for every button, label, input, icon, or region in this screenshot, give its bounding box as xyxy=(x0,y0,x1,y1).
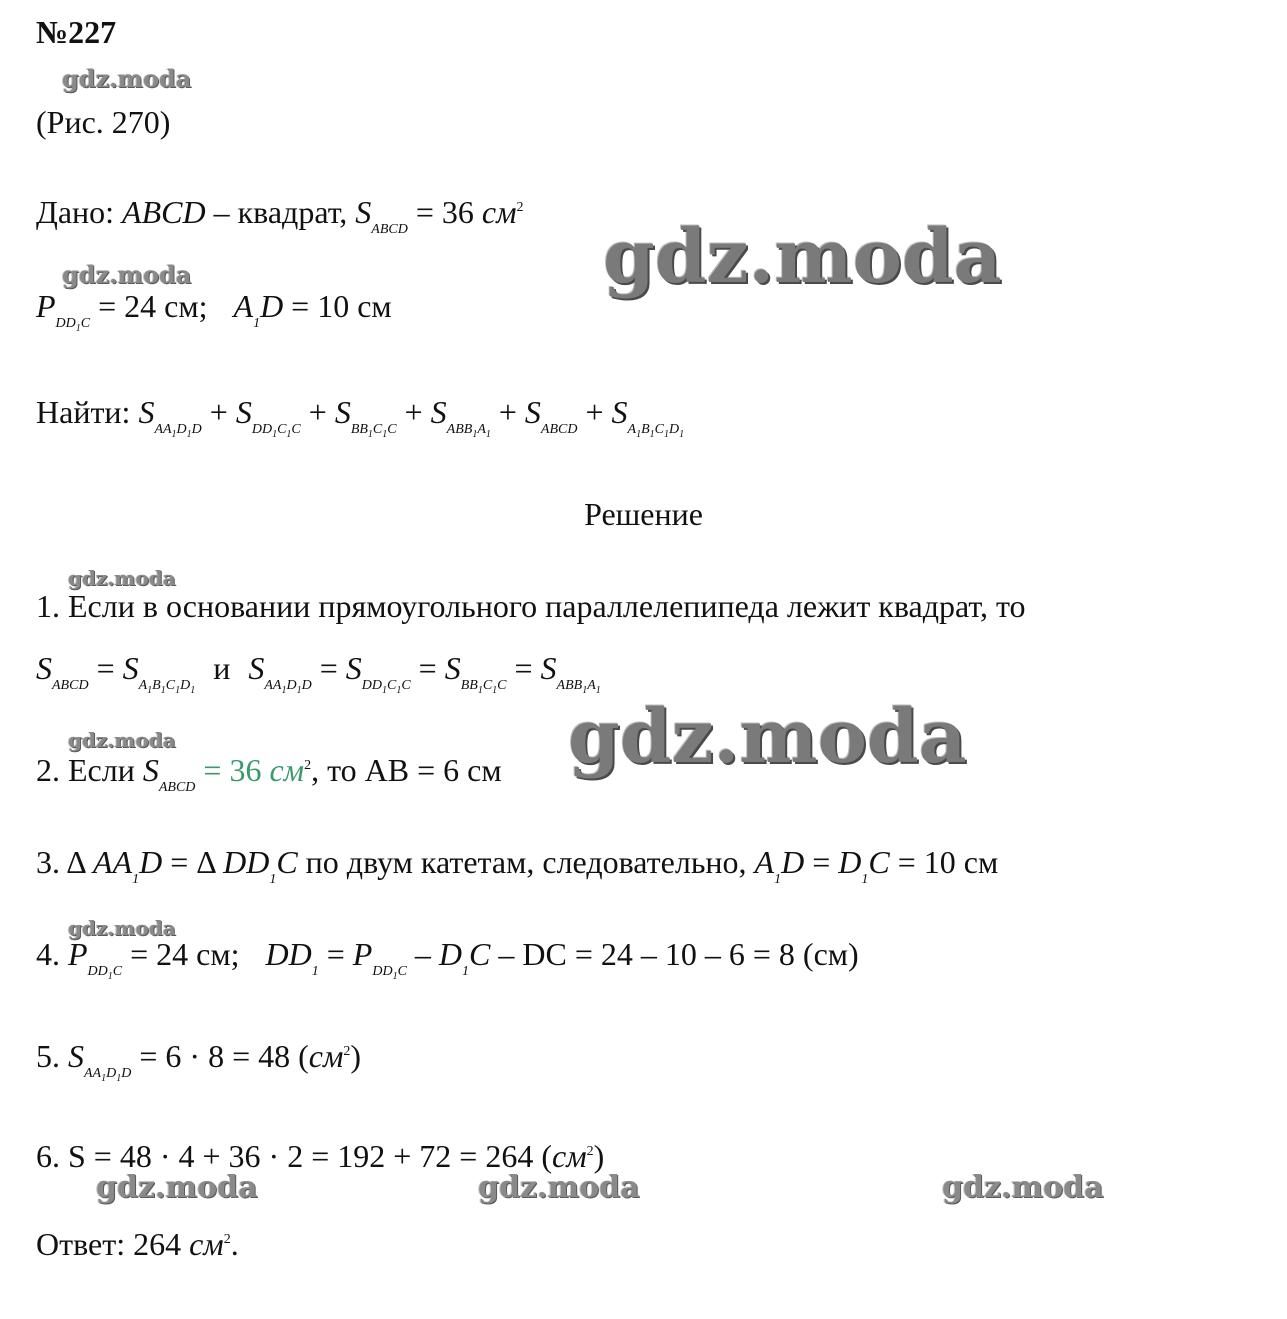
answer: Ответ: 264 $см^2$. xyxy=(36,1226,239,1262)
watermark: gdz.moda xyxy=(68,566,176,590)
find-label: Найти: xyxy=(36,394,131,430)
watermark: gdz.moda xyxy=(478,1170,640,1205)
step-6: 6. S = 48 · 4 + 36 · 2 = 192 + 72 = 264 $(см^2)$ xyxy=(36,1138,605,1174)
given-line-2: $P_{DD_1C} = 24$ см; $A_1D = 10$ см xyxy=(36,288,392,334)
given-unit-exp: 2 xyxy=(516,200,524,215)
given-line-1: Дано: ABCD – квадрат, $S_{ABCD} = 36$ $см^2$ xyxy=(36,194,524,237)
figure-reference: (Рис. 270) xyxy=(36,104,171,140)
given-label: Дано: xyxy=(36,194,115,230)
watermark: gdz.moda xyxy=(68,916,176,940)
watermark: gdz.moda xyxy=(942,1170,1104,1205)
solution-heading: Решение xyxy=(584,496,703,532)
step-3: 3. Δ $AA_1D = \Delta$ $DD_1C$ по двум катетам, следовательно, $A_1D = D_1C = 10$ см xyxy=(36,844,999,887)
problem-number: №227 xyxy=(36,14,117,50)
given-unit: см xyxy=(481,194,517,230)
given-dash: – квадрат, xyxy=(213,194,348,230)
find-expression: $S_{AA_1D_1D} + S_{DD_1C_1C} + S_{BB_1C_1C} + S_{ABB_1A_1} + S_{ABCD} + S_{A_1B_1C_1D_1}$ xyxy=(138,394,685,440)
step-4: 4. $P_{DD_1C} = 24$ см; $DD_1 = P_{DD_1C} - D_1C$ – DC = 24 – 10 – 6 = 8 (см) xyxy=(36,936,859,982)
watermark-large: gdz.moda xyxy=(568,694,967,780)
step-1-text: 1. Если в основании прямоугольного параллелепипеда лежит квадрат, то xyxy=(36,588,1026,624)
watermark: gdz.moda xyxy=(62,260,192,289)
given-a1d-value: = 10 см xyxy=(291,288,392,324)
watermark: gdz.moda xyxy=(96,1170,258,1205)
step-1-and: и xyxy=(213,650,231,686)
given-area-sub: ABCD xyxy=(371,222,408,237)
watermark-large: gdz.moda xyxy=(603,214,1002,300)
given-square: ABCD xyxy=(122,194,206,230)
watermark: gdz.moda xyxy=(62,64,192,93)
watermark: gdz.moda xyxy=(68,728,176,752)
given-area-eq: = 36 xyxy=(415,194,474,230)
step-1-equation: $S_{ABCD} = S_{A_1B_1C_1D_1}$ и $S_{AA_1D_1D} = S_{DD_1C_1C} = S_{BB_1C_1C} = S_{ABB_1A_1}$ xyxy=(36,650,601,696)
step-2: 2. Если $S_{ABCD} = 36$ $см^2$, то AB = 6 см xyxy=(36,752,502,795)
given-perimeter: = 24 см; xyxy=(98,288,208,324)
step-5: 5. $S_{AA_1D_1D} = 6 \cdot 8 = 48$ $(см^2)$ xyxy=(36,1038,362,1084)
find-line xyxy=(36,392,685,440)
